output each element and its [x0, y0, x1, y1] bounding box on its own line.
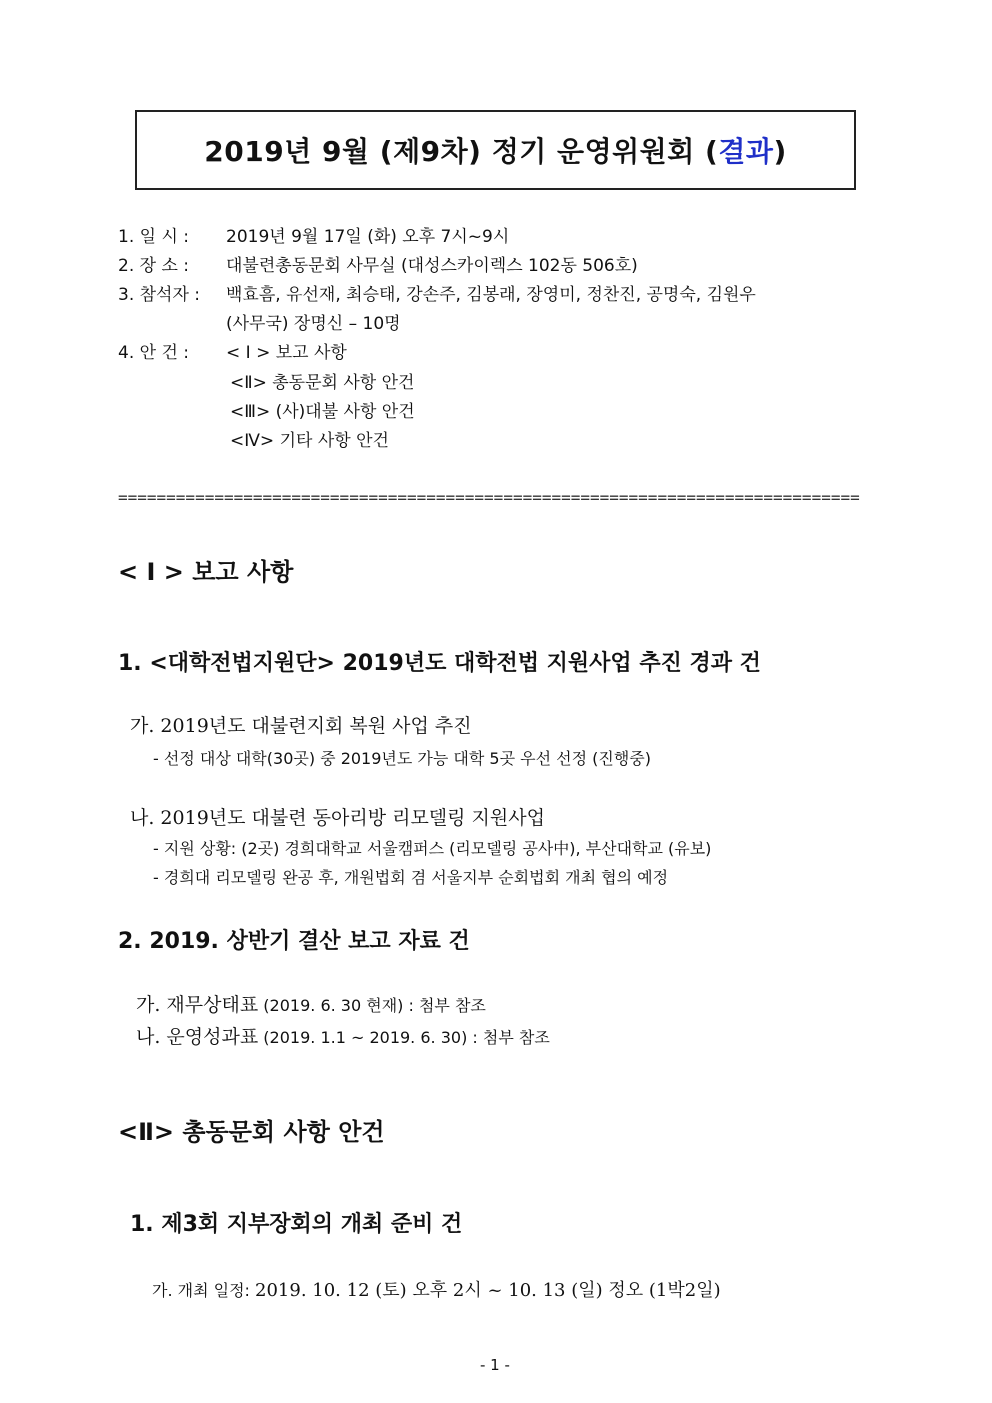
item-2-heading: 2. 2019. 상반기 결산 보고 자료 건 [118, 929, 470, 954]
item-2-sub-a-rest: (2019. 6. 30 현재) : 첨부 참조 [258, 996, 486, 1015]
item-2-sub-a [136, 990, 486, 1017]
info-value-attendees-cont: (사무국) 장명신 – 10명 [226, 314, 401, 334]
item-1-sub-b-detail-1: - 지원 상황: (2곳) 경희대학교 서울캠퍼스 (리모델링 공사中), 부산대학교 (유보) [153, 839, 712, 858]
item-1-sub-b: 나. 2019년도 대불련 동아리방 리모델링 지원사업 [130, 807, 545, 829]
agenda-item-1: < Ⅰ > 보고 사항 [226, 343, 347, 363]
title-prefix: 2019년 9월 (제9차) 정기 운영위원회 ( [204, 135, 719, 168]
info-label-place: 2. 장 소 : [118, 256, 190, 276]
section-1-heading: < Ⅰ > 보고 사항 [118, 558, 294, 586]
title-highlight: 결과 [718, 135, 774, 168]
section-2-item-1-sub-a-rest: 2019. 10. 12 (토) 오후 2시 ~ 10. 13 (일) 정오 (1박2일) [255, 1280, 721, 1301]
section-2-item-1-heading: 1. 제3회 지부장회의 개최 준비 건 [130, 1212, 463, 1237]
section-2-item-1-sub-a [152, 1276, 721, 1302]
title-suffix: ) [773, 135, 787, 168]
item-1-sub-b-detail-2: - 경희대 리모델링 완공 후, 개원법회 겸 서울지부 순회법회 개최 협의 예정 [153, 868, 669, 887]
item-1-sub-a: 가. 2019년도 대불련지회 복원 사업 추진 [130, 715, 472, 737]
agenda-item-4: <Ⅳ> 기타 사항 안건 [230, 431, 389, 451]
info-label-date: 1. 일 시 : [118, 227, 190, 247]
item-2-sub-b-rest: (2019. 1.1 ~ 2019. 6. 30) : 첨부 참조 [258, 1028, 550, 1047]
info-label-agenda: 4. 안 건 : [118, 343, 190, 363]
section-2-item-1-sub-a-label: 가. 개최 일정: [152, 1281, 256, 1300]
item-2-sub-b-label: 나. 운영성과표 [136, 1026, 259, 1048]
section-2-heading: <Ⅱ> 총동문회 사항 안건 [118, 1118, 385, 1146]
info-value-date: 2019년 9월 17일 (화) 오후 7시~9시 [226, 227, 510, 247]
divider-line: ============================================================================= [118, 488, 860, 507]
document-title [204, 130, 786, 170]
info-value-place: 대불련총동문회 사무실 (대성스카이렉스 102동 506호) [226, 256, 638, 276]
info-label-attendees: 3. 참석자 : [118, 285, 201, 305]
item-2-sub-a-label: 가. 재무상태표 [136, 994, 259, 1016]
title-box [135, 110, 856, 190]
agenda-item-2: <Ⅱ> 총동문회 사항 안건 [230, 373, 415, 393]
item-1-heading: 1. <대학전법지원단> 2019년도 대학전법 지원사업 추진 경과 건 [118, 651, 761, 676]
item-1-sub-a-detail: - 선정 대상 대학(30곳) 중 2019년도 가능 대학 5곳 우선 선정 (진행중) [153, 749, 651, 768]
page-number: - 1 - [480, 1356, 510, 1374]
agenda-item-3: <Ⅲ> (사)대불 사항 안건 [230, 402, 415, 422]
item-2-sub-b [136, 1022, 550, 1049]
info-value-attendees: 백효흠, 유선재, 최승태, 강손주, 김봉래, 장영미, 정찬진, 공명숙, 김원우 [226, 285, 756, 305]
